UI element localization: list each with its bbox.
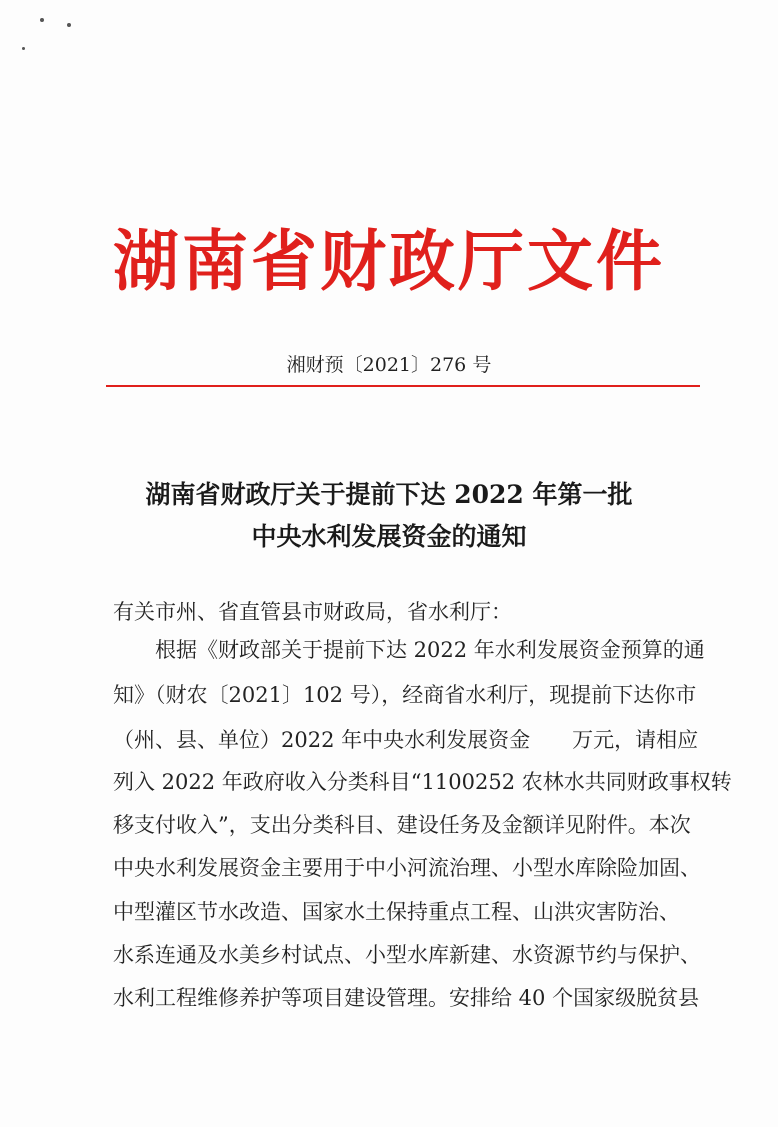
body-line: 水利工程维修养护等项目建设管理。安排给 40 个国家级脱贫县 xyxy=(113,986,700,1010)
body-line: 中型灌区节水改造、国家水土保持重点工程、山洪灾害防治、 xyxy=(113,900,680,924)
body-line: 根据《财政部关于提前下达 2022 年水利发展资金预算的通 xyxy=(155,638,705,662)
notice-title-line-1: 湖南省财政厅关于提前下达 2022 年第一批 xyxy=(145,480,633,509)
body-line: 水系连通及水美乡村试点、小型水库新建、水资源节约与保护、 xyxy=(113,943,701,967)
scan-speck xyxy=(40,18,44,22)
notice-title xyxy=(0,474,778,558)
body-line: 列入 2022 年政府收入分类科目“1100252 农林水共同财政事权转 xyxy=(113,770,732,794)
notice-title-line-2: 中央水利发展资金的通知 xyxy=(251,522,527,551)
body-line: 中央水利发展资金主要用于中小河流治理、小型水库除险加固、 xyxy=(113,856,701,880)
issuing-authority-header: 湖南省财政厅文件 xyxy=(113,223,665,300)
body-line: 知》（财农〔2021〕102 号），经商省水利厅，现提前下达你市 xyxy=(113,683,697,707)
body-line: （州、县、单位）2022 年中央水利发展资金 万元，请相应 xyxy=(113,728,699,752)
red-separator-line xyxy=(106,385,700,387)
scan-speck xyxy=(67,23,71,27)
salutation: 有关市州、省直管县市财政局，省水利厅： xyxy=(113,600,512,624)
document-number: 湘财预〔2021〕276 号 xyxy=(286,354,492,376)
scan-speck xyxy=(22,47,25,50)
body-line: 移支付收入”，支出分类科目、建设任务及金额详见附件。本次 xyxy=(113,813,691,837)
